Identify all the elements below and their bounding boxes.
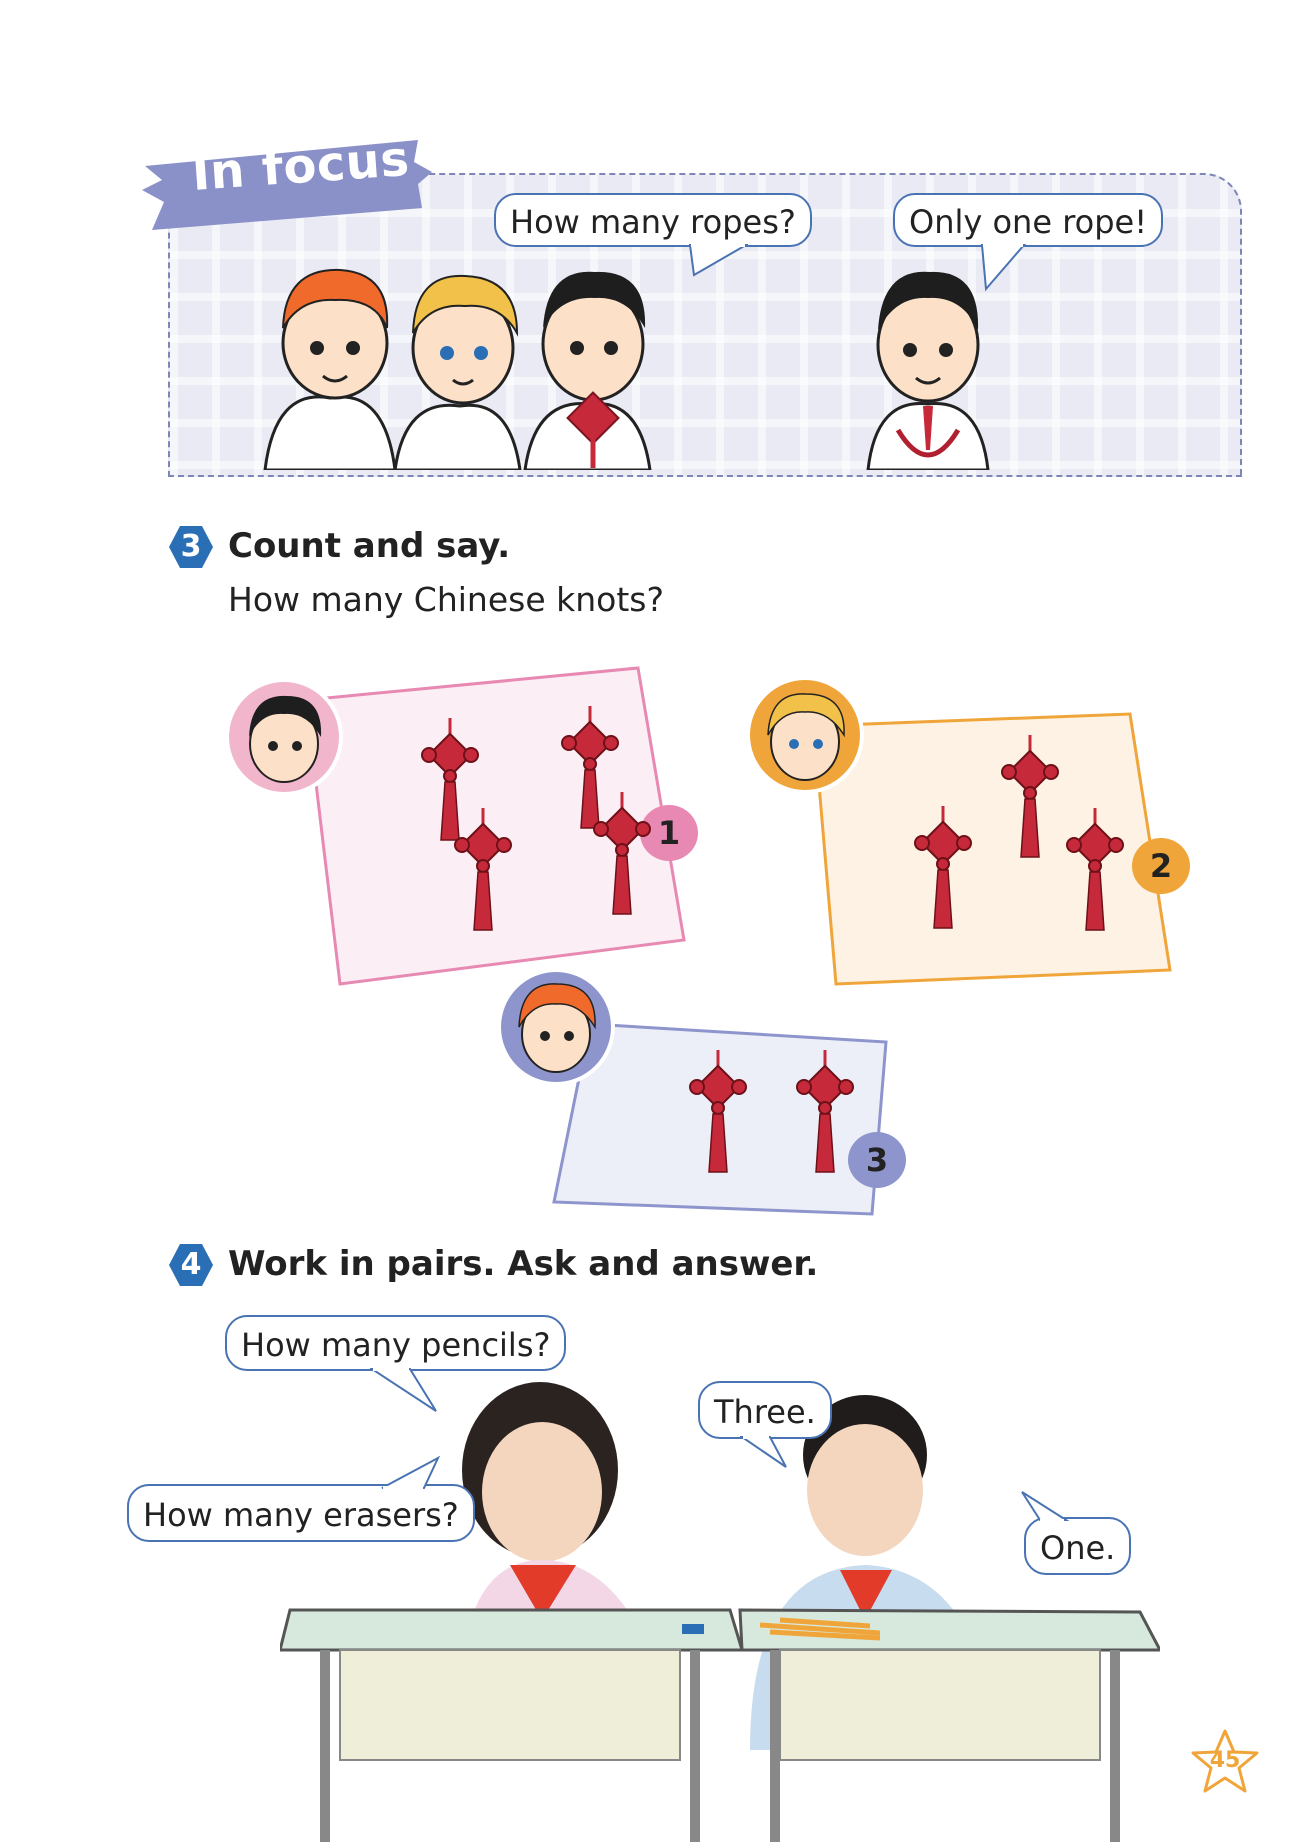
card-2-number: 2 <box>1132 838 1190 894</box>
bubble-text: How many ropes? <box>510 203 796 241</box>
exercise-3-title: Count and say. <box>228 526 511 566</box>
bubble-text: How many erasers? <box>143 1496 459 1534</box>
avatar-boy-red-hair <box>497 968 615 1086</box>
cartoon-children-illustration <box>255 248 715 470</box>
exercise-4-title: Work in pairs. Ask and answer. <box>228 1244 819 1284</box>
bubble-text: One. <box>1040 1529 1116 1567</box>
page-number: 45 <box>1209 1748 1241 1773</box>
avatar-girl-blonde <box>746 676 864 794</box>
speech-bubble-one <box>1024 1517 1131 1575</box>
card-3-number: 3 <box>848 1132 906 1188</box>
speech-bubble-erasers <box>127 1484 475 1542</box>
speech-bubble-answer <box>893 193 1163 247</box>
chinese-knot-icon <box>790 1050 860 1180</box>
bubble-text: Only one rope! <box>909 203 1148 241</box>
exercise-4-number: 4 <box>180 1247 202 1282</box>
speech-bubble-question <box>494 193 812 247</box>
bubble-text: Three. <box>714 1393 816 1431</box>
cartoon-boy-with-rope <box>858 250 998 470</box>
avatar-boy-black-hair <box>225 678 343 796</box>
chinese-knot-icon <box>683 1050 753 1180</box>
chinese-knot-icon <box>448 808 518 938</box>
in-focus-title: In focus <box>190 130 412 202</box>
exercise-3-prompt: How many Chinese knots? <box>228 580 664 619</box>
speech-bubble-three <box>698 1381 832 1439</box>
card-1-number: 1 <box>640 805 698 861</box>
speech-bubble-pencils <box>225 1315 566 1371</box>
bubble-tail <box>1020 1490 1070 1524</box>
chinese-knot-icon <box>587 792 657 922</box>
chinese-knot-icon <box>908 806 978 936</box>
bubble-text: How many pencils? <box>241 1326 551 1364</box>
bubble-tail <box>380 1456 440 1490</box>
exercise-3-number: 3 <box>180 529 202 564</box>
bubble-tail <box>740 1435 790 1471</box>
chinese-knot-icon <box>995 735 1065 865</box>
bubble-tail <box>370 1367 440 1415</box>
chinese-knot-icon <box>1060 808 1130 938</box>
